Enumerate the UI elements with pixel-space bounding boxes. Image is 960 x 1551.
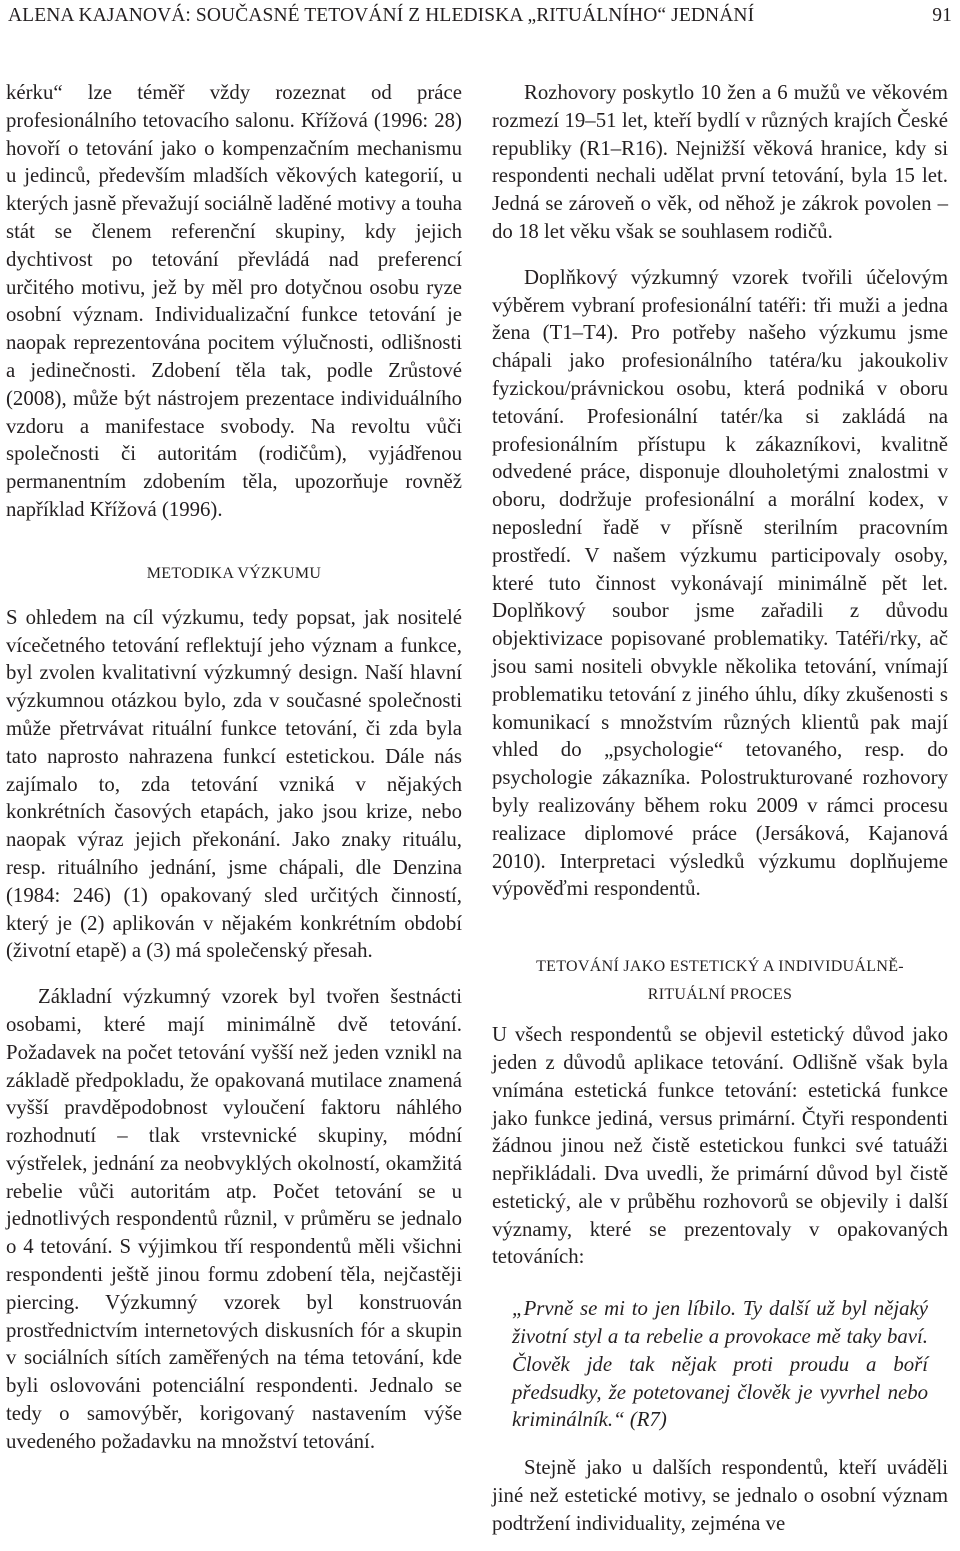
section-heading-line-2: RITUÁLNÍ PROCES xyxy=(647,986,793,1004)
right-paragraph-3: U všech respondentů se objevil estetický důvod jako jeden z důvodů aplikace tetování. Odlišně však byla vnímána estetická funkce tetování: estetická funkce jako funkce jediná, versus primární. Čtyři respondenti žádnou jinou než čistě estetickou funkci své tatuáži nepřikládali. Dva uvedli, že primární důvod byl čistě estetický, ale v průběhu rozhovorů se objevily i další významy, které se prezentovaly v opakovaných tetováních: xyxy=(492,1023,948,1269)
page-number: 91 xyxy=(932,5,952,26)
running-header xyxy=(8,2,952,32)
left-column xyxy=(6,79,462,1456)
right-paragraph-1: Rozhovory poskytlo 10 žen a 6 mužů ve věkovém rozmezí 19–51 let, kteří bydlí v různých krajích České republiky (R1–R16). Nejnižší věková hranice, kdy si respondenti nechali udělat první tetování, byla 15 let. Jedná se zároveň o věk, od něhož je zákrok povolen – do 18 let věku však se souhlasem rodičů. xyxy=(492,81,948,243)
section-heading-methodology: METODIKA VÝZKUMU xyxy=(146,564,322,582)
respondent-quote: „Prvně se mi to jen líbilo. Ty další už byl nějaký životní styl a ta rebelie a provokace mě taky baví. Člověk jde tak nějak proti proudu a boří předsudky, že potetovanej člověk je vyvrhel nebo kriminálník.“ (R7) xyxy=(512,1297,928,1432)
left-paragraph-3: Základní výzkumný vzorek byl tvořen šestnácti osobami, které mají minimálně dvě tetování. Požadavek na počet tetování vyšší než jeden vznikl na základě předpokladu, že opakovaná mutilace znamená vyšší pravděpodobnost vyloučení faktoru náhlého rozhodnutí – tlak vrstevnické skupiny, módní výstřelek, jednání za neobvyklých okolností, okamžitá rebelie vůči autoritám atp. Počet tetování se u jednotlivých respondentů různil, v průměru se jednalo o 4 tetování. S výjimkou tří respondentů měli všichni respondenti ještě jinou formu zdobení těla, nejčastěji piercing. Výzkumný vzorek byl konstruován prostřednictvím internetových diskusních fór a skupin v sociálních sítích zaměřených na téma tetování, kde byli oslovováni potenciální respondenti. Jednalo se tedy o samovýběr, korigovaný nastavením výše uvedeného požadavku na množství tetování. xyxy=(6,985,462,1453)
section-heading-aesthetic xyxy=(492,953,948,1009)
right-column xyxy=(492,79,948,1538)
right-paragraph-4: Stejně jako u dalších respondentů, kteří uváděli jiné než estetické motivy, se jednalo o osobní význam podtržení individuality, zejména ve xyxy=(492,1456,948,1535)
left-paragraph-1: kérku“ lze téměř vždy rozeznat od práce profesionálního tetovacího salonu. Křížová (1996: 28) hovoří o tetování jako o kompenzačním mechanismu u jedinců, především mladších věkových kategorií, u kterých jasně převažují sociálně laděné motivy a touha stát se členem referenční skupiny, kdy jejich dychtivost po tetování převládá nad preferencí určitého motivu, jež by měl pro dotyčnou osobu ryze osobní význam. Individualizační funkce tetování je naopak reprezentována pocitem výlučnosti, odlišnosti a jedinečnosti. Zdobení těla tak, podle Zrůstové (2008), může být nástrojem prezentace individuálního vzdoru a manifestace svobody. Na revoltu vůči společnosti či autoritám (rodičům), vyjádřenou permanentním zdobením těla, upozorňuje rovněž například Křížová (1996). xyxy=(6,81,462,521)
section-heading-line-1: TETOVÁNÍ JAKO ESTETICKÝ A INDIVIDUÁLNĚ- xyxy=(536,958,904,976)
running-title: ALENA KAJANOVÁ: SOUČASNÉ TETOVÁNÍ Z HLEDISKA „RITUÁLNÍHO“ JEDNÁNÍ xyxy=(8,5,755,26)
left-paragraph-2: S ohledem na cíl výzkumu, tedy popsat, jak nositelé vícečetného tetování reflektují jeho význam a funkce, byl zvolen kvalitativní výzkumný design. Naší hlavní výzkumnou otázkou bylo, zda v současné společnosti může přetrvávat rituální funkce tetování, či zda byla tato naprosto nahrazena funkcí estetickou. Dále nás zajímalo to, zda tetování vzniká v nějakých konkrétních časových etapách, jako jsou krize, nebo naopak výraz jejich překonání. Jako znaky rituálu, resp. rituálního jednání, jsme chápali, dle Denzina (1984: 246) (1) opakovaný sled určitých činností, který je (2) aplikován v nějakém konkrétním období (životní etapě) a (3) má společenský přesah. xyxy=(6,605,462,963)
right-paragraph-2: Doplňkový výzkumný vzorek tvořili účelovým výběrem vybraní profesionální tatéři: tři muži a jedna žena (T1–T4). Pro potřeby našeho výzkumu jsme chápali jako profesionálního tatéra/ku jakoukoliv fyzickou/právnickou osobu, která podniká v oboru tetování. Profesionální tatér/ka si zakládá na profesionálním přístupu k zákazníkovi, kvalitně odvedené práce, disponuje dlouholetými znalostmi v oboru, dodržuje profesionální a morální kodex, v neposlední řadě v přísně sterilním pracovním prostředí. V našem výzkumu participovaly osoby, které tuto činnost vykonávají minimálně pět let. Doplňkový soubor jsme zařadili z důvodu objektivizace popisované problematiky. Tatéři/rky, ač jsou sami nositeli obvykle několika tetování, vnímají problematiku tetování z jiného úhlu, díky zkušenosti s komunikací s množstvím různých klientů pak mají vhled do „psychologie“ tetovaného, resp. do psychologie zákazníka. Polostrukturované rozhovory byly realizovány během roku 2009 v rámci procesu realizace diplomové práce (Jersáková, Kajanová 2010). Interpretaci výsledků výzkumu doplňujeme výpověďmi respondentů. xyxy=(492,265,948,901)
